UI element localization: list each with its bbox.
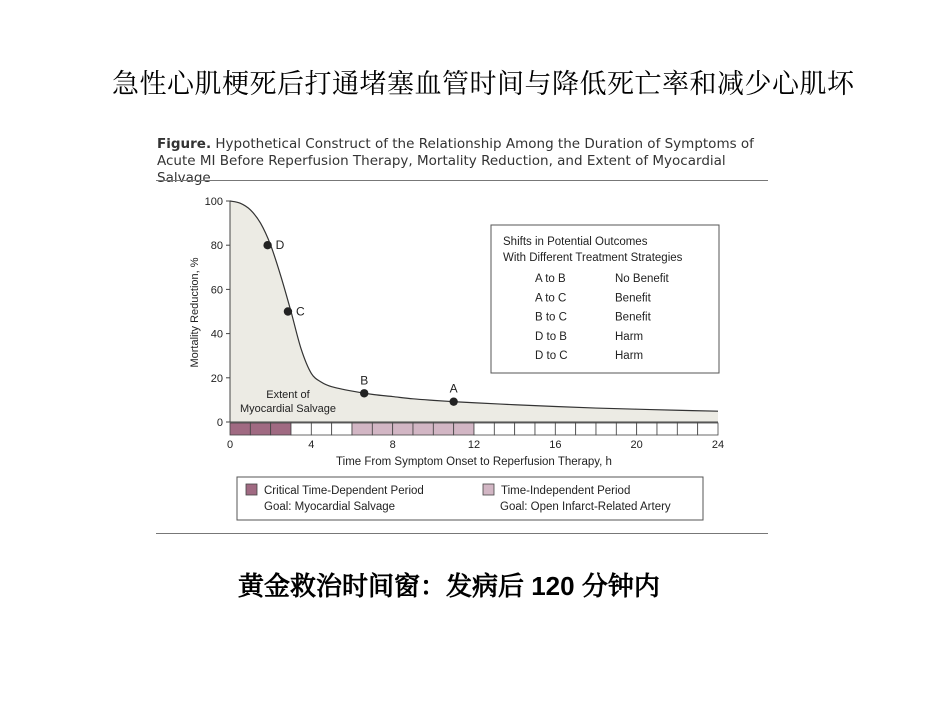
outcome-result: Benefit: [615, 292, 651, 305]
x-tick-label: 12: [467, 439, 481, 451]
time-bar-segment: [698, 423, 718, 435]
outcome-result: Harm: [615, 330, 644, 343]
time-bar-segment: [332, 423, 352, 435]
time-bar-segment: [474, 423, 494, 435]
outcomes-box-title-line2: With Different Treatment Strategies: [503, 252, 683, 264]
figure-caption-text: Hypothetical Construct of the Relationship Among the Duration of Symptoms of Acute MI Before Reperfusion Therapy, Mortality Reduction, and Extent of Myocardial Salvage: [157, 136, 754, 186]
time-bar-segment: [230, 423, 250, 435]
outcome-shift: A to B: [535, 273, 566, 285]
y-tick-label: 0: [216, 417, 223, 429]
y-tick-label: 100: [204, 196, 223, 208]
outcome-shift: B to C: [535, 311, 567, 324]
x-tick-label: 4: [308, 439, 315, 451]
area-label-line1: Extent of: [266, 389, 310, 401]
legend-box: [237, 477, 703, 520]
time-bar-segment: [352, 423, 372, 435]
time-bar-segment: [433, 423, 453, 435]
x-tick-label: 20: [630, 439, 643, 451]
time-bar-segment: [413, 423, 433, 435]
time-bar-segment: [576, 423, 596, 435]
time-bar-segment: [596, 423, 616, 435]
time-bar-segment: [555, 423, 575, 435]
time-bar-segment: [372, 423, 392, 435]
time-bar-segment: [494, 423, 514, 435]
time-bar-segment: [311, 423, 331, 435]
slide-title: 急性心肌梗死后打通堵塞血管时间与降低死亡率和减少心肌坏: [112, 69, 855, 100]
legend-label-line2: Goal: Open Infarct-Related Artery: [500, 501, 671, 513]
outcome-shift: D to B: [535, 330, 567, 343]
time-bar-segment: [515, 423, 535, 435]
point-c: [284, 307, 292, 315]
time-bar-segment: [271, 423, 291, 435]
point-label-b: B: [360, 373, 369, 388]
y-tick-label: 80: [210, 240, 223, 253]
point-d: [263, 241, 271, 249]
outcome-shift: A to C: [535, 292, 567, 305]
legend-label-line2: Goal: Myocardial Salvage: [264, 501, 396, 513]
time-bar-segment: [616, 423, 636, 435]
point-a: [449, 397, 457, 405]
legend-swatch: [246, 484, 257, 495]
point-label-d: D: [275, 238, 285, 253]
outcome-shift: D to C: [535, 350, 568, 363]
time-bar-segment: [677, 423, 697, 435]
legend-label-line1: Time-Independent Period: [501, 485, 631, 497]
point-label-c: C: [295, 304, 305, 319]
area-label-line2: Myocardial Salvage: [240, 403, 336, 415]
point-label-a: A: [449, 381, 458, 396]
x-tick-label: 8: [389, 439, 396, 451]
x-tick-label: 24: [711, 439, 725, 451]
outcomes-box-title-line1: Shifts in Potential Outcomes: [503, 236, 648, 248]
point-b: [360, 389, 368, 397]
time-bar-segment: [657, 423, 677, 435]
outcome-result: No Benefit: [615, 273, 669, 285]
y-tick-label: 40: [210, 328, 223, 341]
time-bar-segment: [637, 423, 657, 435]
figure-caption-label: Figure.: [157, 136, 212, 152]
time-bar-segment: [454, 423, 474, 435]
time-bar-segment: [535, 423, 555, 435]
legend-swatch: [483, 484, 494, 495]
time-bar-segment: [291, 423, 311, 435]
outcome-result: Harm: [615, 350, 644, 363]
x-axis-label: Time From Symptom Onset to Reperfusion Therapy, h: [336, 456, 612, 468]
bottom-title: 黄金救治时间窗：发病后 120 分钟内: [238, 571, 660, 601]
legend-label-line1: Critical Time-Dependent Period: [264, 485, 424, 497]
x-tick-label: 0: [226, 439, 234, 451]
bottom-rule: [156, 533, 768, 534]
outcome-result: Benefit: [615, 311, 651, 324]
y-tick-label: 60: [210, 284, 223, 297]
y-tick-label: 20: [210, 372, 223, 385]
y-axis-label: Mortality Reduction, %: [189, 257, 201, 368]
time-bar-segment: [250, 423, 270, 435]
time-bar-segment: [393, 423, 413, 435]
x-tick-label: 16: [549, 439, 562, 451]
